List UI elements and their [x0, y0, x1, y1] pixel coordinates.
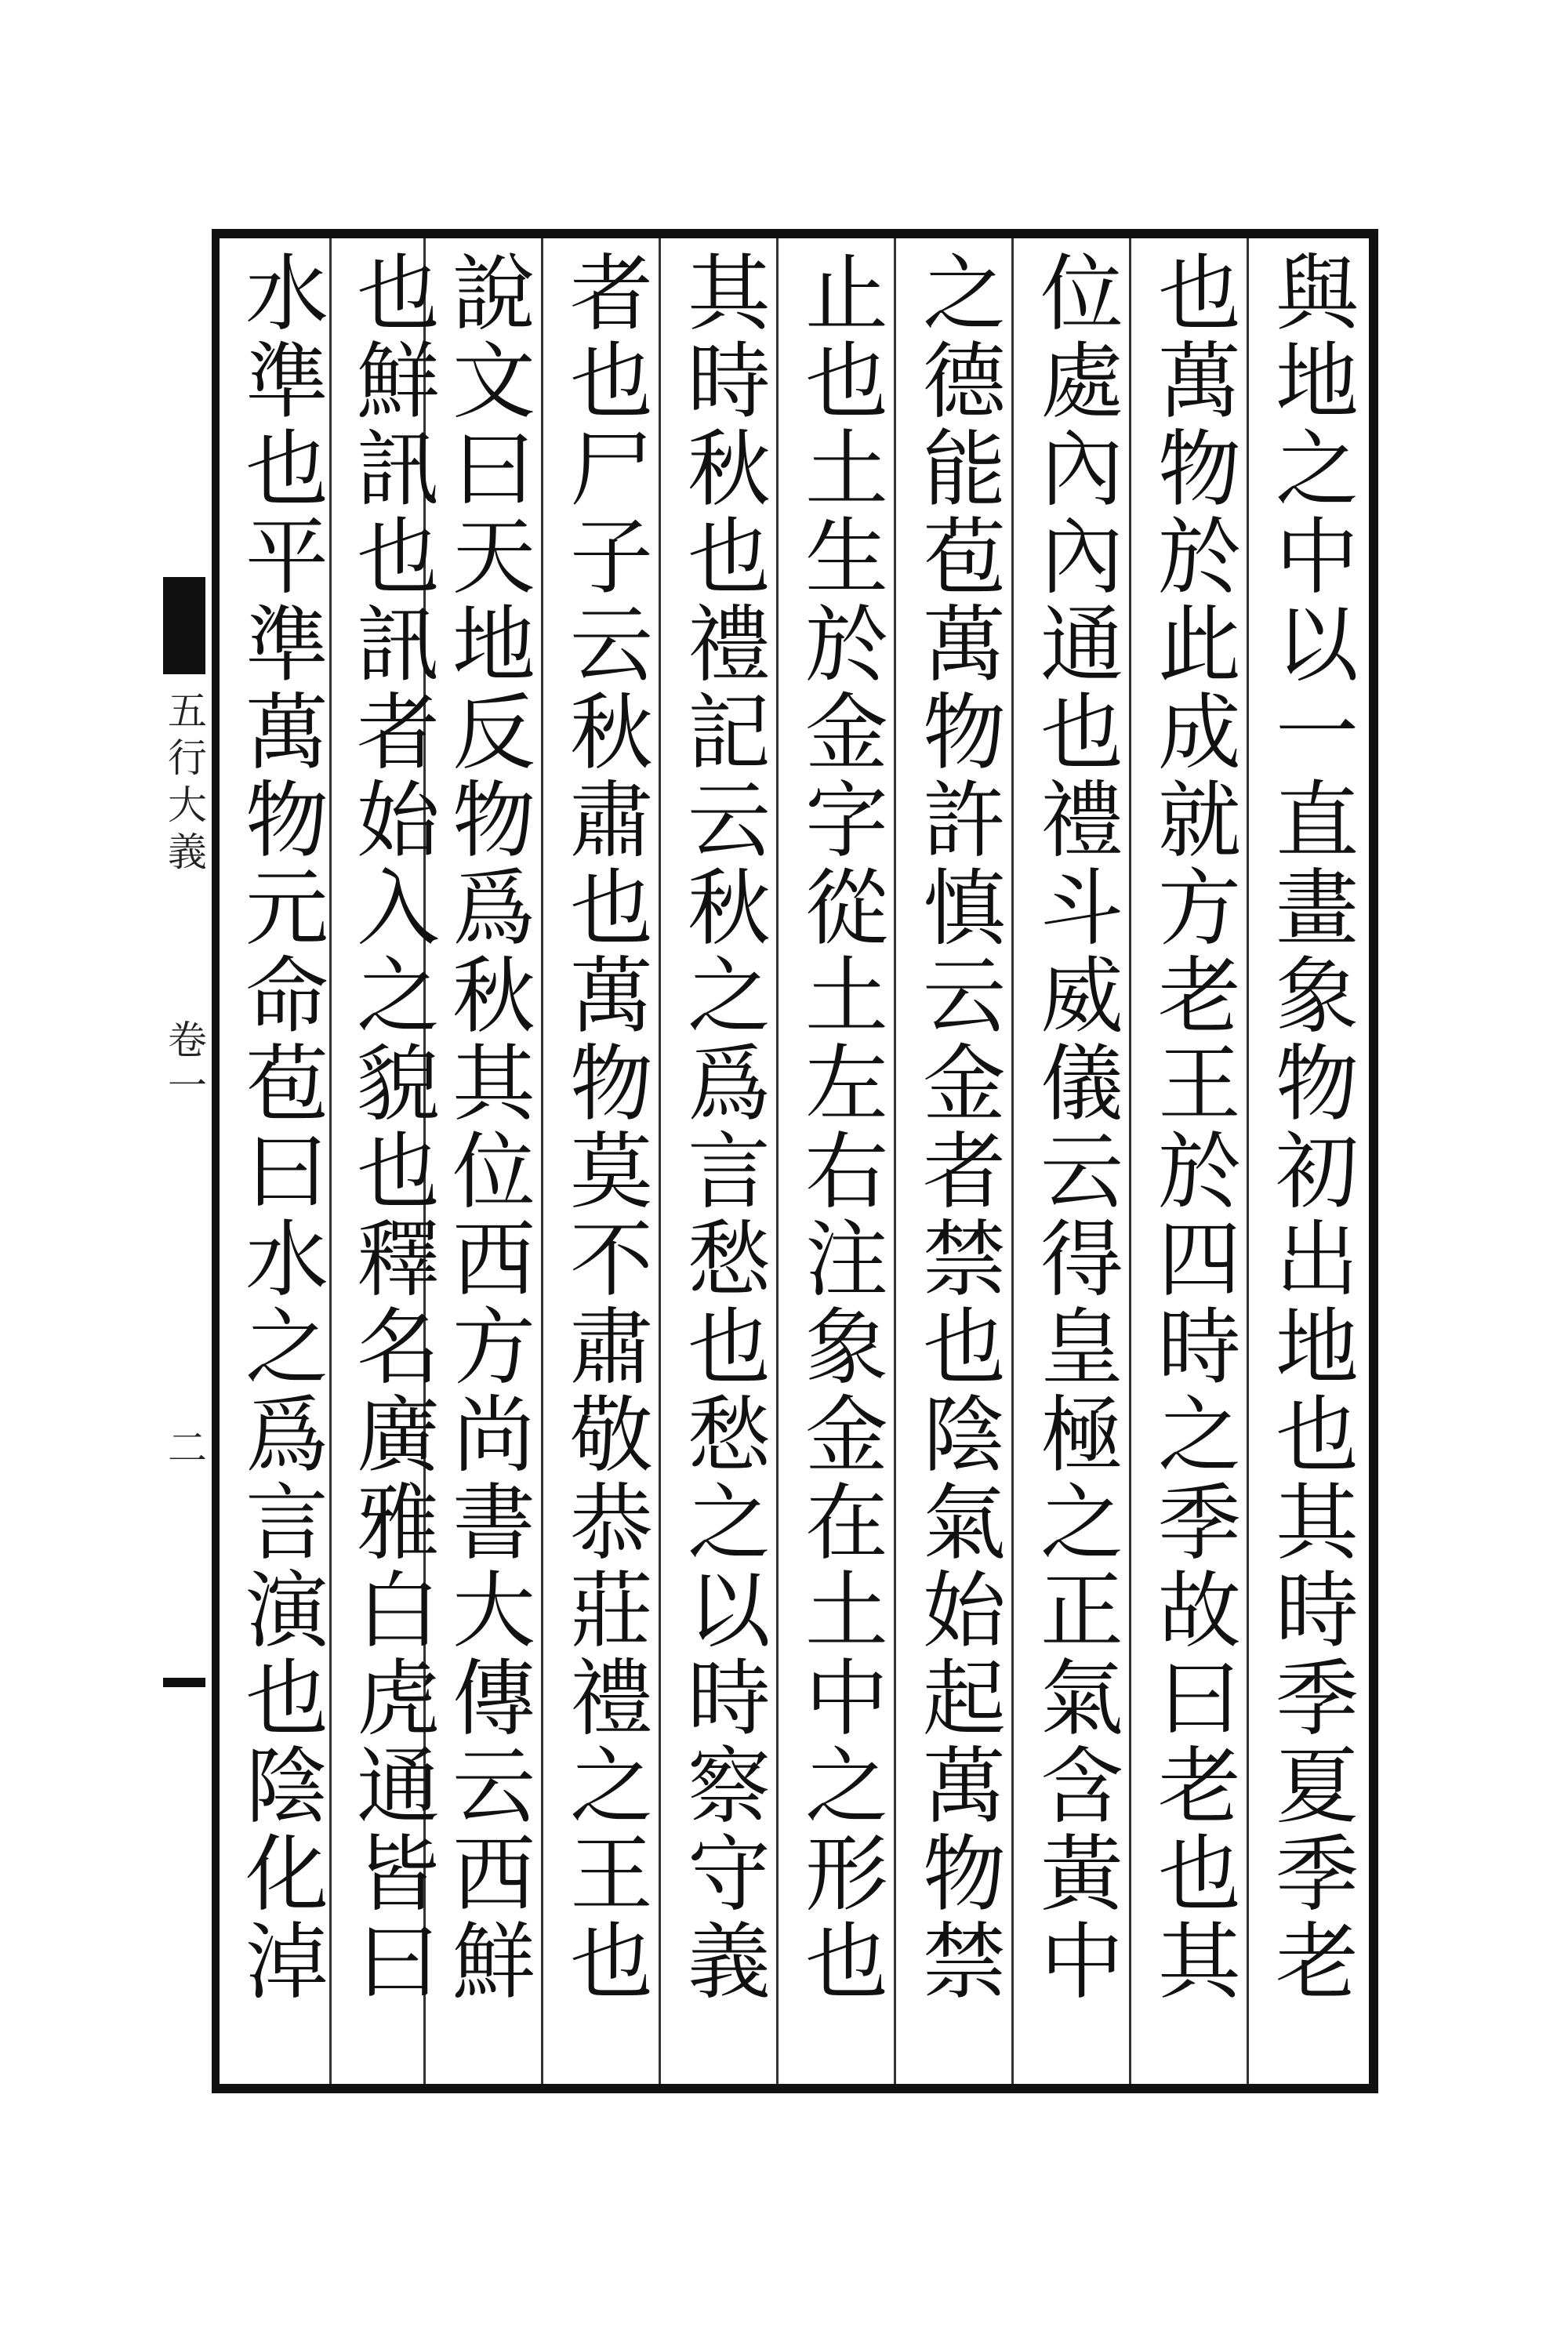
- fishtail-mark-bottom: [163, 1678, 205, 1687]
- margin-page-number: 二: [162, 1427, 207, 1466]
- frame-top-border: [212, 229, 1378, 238]
- frame-bottom-border: [212, 2084, 1378, 2093]
- text-column-2: 也萬物於此成就方老王於四時之季故曰老也其: [1145, 249, 1241, 2005]
- text-column-10: 水準也平準萬物元命苞曰水之爲言演也陰化淖: [232, 249, 328, 2005]
- frame-right-border: [1369, 229, 1378, 2093]
- text-column-5: 止也土生於金字從土左右注象金在土中之形也: [792, 249, 888, 2005]
- margin-book-title: 五行大義: [162, 690, 207, 878]
- text-column-8: 說文曰天地反物爲秋其位西方尚書大傳云西鮮: [439, 249, 535, 2005]
- text-column-1: 與地之中以一直畫象物初出地也其時季夏季老: [1262, 249, 1359, 2005]
- fishtail-mark: [163, 577, 205, 674]
- text-column-7: 者也尸子云秋肅也萬物莫不肅敬恭莊禮之王也: [557, 249, 653, 2005]
- margin-volume-number: 卷一: [162, 1019, 207, 1110]
- text-column-4: 之德能苞萬物許慎云金者禁也陰氣始起萬物禁: [909, 249, 1006, 2005]
- text-column-9: 也鮮訊也訊者始入之貌也釋名廣雅白虎通皆曰: [343, 249, 440, 2005]
- text-column-6: 其時秋也禮記云秋之爲言愁也愁之以時察守義: [674, 249, 771, 2005]
- frame-left-border: [212, 229, 220, 2093]
- text-column-3: 位處內內通也禮斗威儀云得皇極之正氣含黃中: [1027, 249, 1123, 2005]
